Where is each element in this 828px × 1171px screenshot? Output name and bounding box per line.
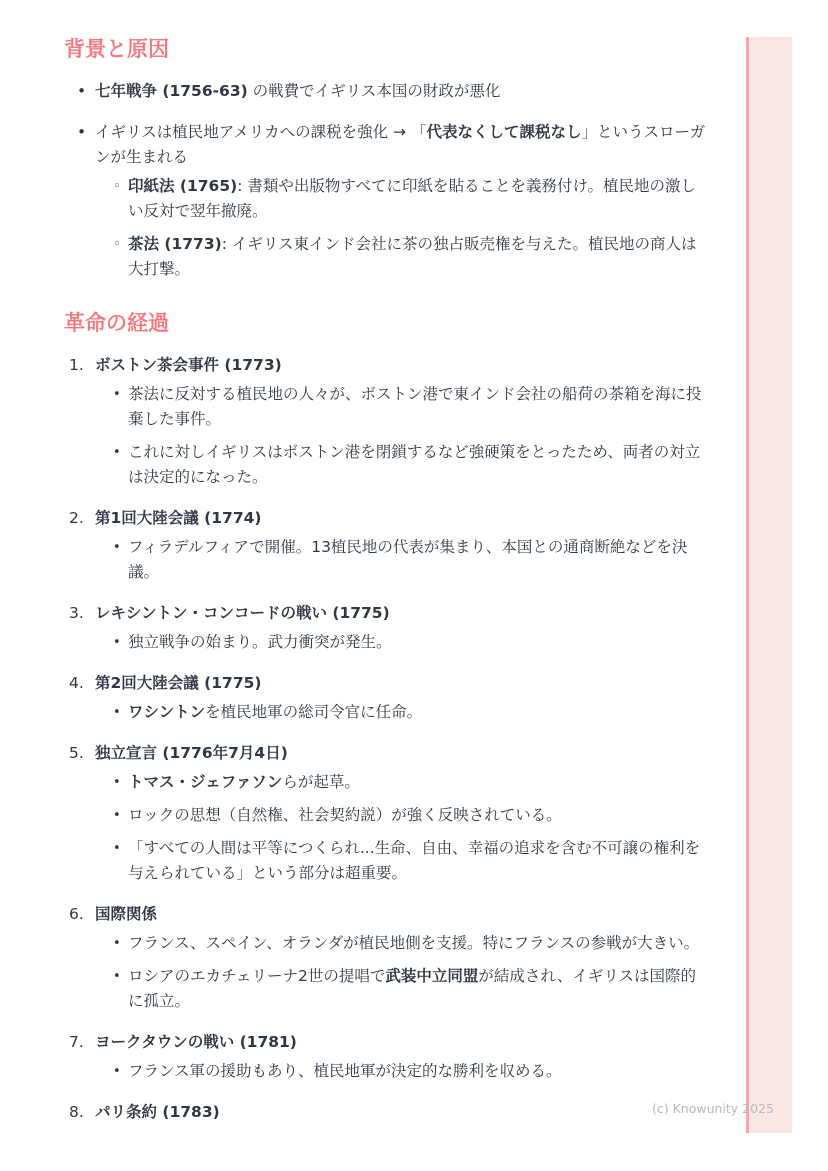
bold-text: 第2回大陸会議 (1775) — [95, 674, 262, 692]
document-content — [64, 20, 709, 1125]
bold-text: 国際関係 — [95, 905, 158, 923]
item-number: 8. — [69, 1103, 84, 1121]
text: フランス、スペイン、オランダが植民地側を支援。特にフランスの参戦が大きい。 — [128, 934, 700, 952]
text: これに対しイギリスはボストン港を閉鎖するなど強硬策をとったため、両者の対立は決定的になった。 — [128, 443, 701, 486]
text: フィラデルフィアで開催。13植民地の代表が集まり、本国との通商断絶などを決議。 — [128, 538, 688, 581]
bold-text: 第1回大陸会議 (1774) — [95, 509, 262, 527]
sub-item-text — [128, 931, 709, 956]
sub-item-text — [128, 174, 709, 224]
list-item — [64, 353, 709, 378]
item-text — [95, 1030, 709, 1055]
page-margin-stripe — [746, 37, 792, 1133]
item-text — [95, 741, 709, 766]
list-item — [64, 1100, 709, 1125]
bold-text: 代表なくして課税なし — [426, 123, 582, 141]
bold-text: レキシントン・コンコードの戦い (1775) — [95, 604, 390, 622]
sub-item-text — [128, 770, 709, 795]
item-text — [95, 601, 709, 626]
sub-bullet-icon: • — [113, 808, 121, 823]
item-text — [95, 1100, 709, 1125]
sub-item-text — [128, 803, 709, 828]
sub-list-item — [102, 440, 709, 490]
sub-list-item — [102, 1059, 709, 1084]
bold-text: パリ条約 (1783) — [95, 1103, 220, 1121]
sub-bullet-icon: ◦ — [113, 237, 121, 252]
item-text — [95, 120, 709, 170]
bold-text: ボストン茶会事件 (1773) — [95, 356, 282, 374]
list-item — [64, 741, 709, 766]
item-number: 1. — [69, 356, 84, 374]
item-number: 7. — [69, 1033, 84, 1051]
bold-text: ワシントン — [128, 703, 206, 721]
section-heading: 背景と原因 — [64, 37, 169, 61]
sub-bullet-icon: • — [113, 936, 121, 951]
item-number: 2. — [69, 509, 84, 527]
sub-item-text — [128, 964, 709, 1014]
text: : 書類や出版物すべてに印紙を貼ることを義務付け。植民地の激しい反対で翌年撤廃。 — [128, 177, 696, 220]
bold-text: ヨークタウンの戦い (1781) — [95, 1033, 297, 1051]
watermark: (c) Knowunity 2025 — [652, 1101, 774, 1116]
bold-text: 茶法 (1773) — [128, 235, 222, 253]
list-item — [64, 601, 709, 626]
text: : イギリス東インド会社に茶の独占販売権を与えた。植民地の商人は大打撃。 — [128, 235, 697, 278]
sub-bullet-icon: • — [113, 969, 121, 984]
list-item — [64, 1030, 709, 1055]
sub-item-text — [128, 535, 709, 585]
sub-list-item — [102, 630, 709, 655]
bullet-icon: • — [77, 123, 87, 141]
text: 」というスローガンが生まれる — [95, 123, 706, 166]
text: 独立戦争の始まり。武力衝突が発生。 — [128, 633, 392, 651]
bold-text: 武装中立同盟 — [385, 967, 479, 985]
text: ロックの思想（自然権、社会契約説）が強く反映されている。 — [128, 806, 562, 824]
sub-list-item — [102, 174, 709, 224]
sub-bullet-icon: • — [113, 841, 121, 856]
list-item — [64, 120, 709, 170]
item-number: 5. — [69, 744, 84, 762]
sub-list-item — [102, 836, 709, 886]
sub-list-item — [102, 803, 709, 828]
sub-item-text — [128, 630, 709, 655]
list-item — [64, 671, 709, 696]
sub-bullet-icon: • — [113, 387, 121, 402]
sub-bullet-icon: • — [113, 635, 121, 650]
list-item — [64, 506, 709, 531]
sub-list-item — [102, 232, 709, 282]
sub-bullet-icon: • — [113, 540, 121, 555]
sub-list-item — [102, 700, 709, 725]
bold-text: 印紙法 (1765) — [128, 177, 238, 195]
text: 「すべての人間は平等につくられ...生命、自由、幸福の追求を含む不可譲の権利を与えられている」という部分は超重要。 — [128, 839, 701, 882]
bold-text: トマス・ジェファソン — [128, 773, 283, 791]
item-text — [95, 79, 709, 104]
sub-list-item — [102, 964, 709, 1014]
text: イギリスは植民地アメリカへの課税を強化 → 「 — [95, 123, 427, 141]
item-number: 3. — [69, 604, 84, 622]
text: ロシアのエカチェリーナ2世の提唱で — [128, 967, 386, 985]
item-text — [95, 506, 709, 531]
text: の戦費でイギリス本国の財政が悪化 — [247, 82, 501, 100]
sub-item-text — [128, 440, 709, 490]
sub-item-text — [128, 700, 709, 725]
item-number: 4. — [69, 674, 84, 692]
bullet-icon: • — [77, 82, 87, 100]
list-item — [64, 902, 709, 927]
text: を植民地軍の総司令官に任命。 — [205, 703, 423, 721]
bold-text: 七年戦争 (1756-63) — [95, 82, 248, 100]
numbered-list — [64, 353, 709, 1125]
sub-bullet-icon: • — [113, 445, 121, 460]
item-text — [95, 671, 709, 696]
text: が結成され、イギリスは国際的に孤立。 — [128, 967, 697, 1010]
sub-bullet-icon: • — [113, 1064, 121, 1079]
section-heading: 革命の経過 — [64, 311, 169, 335]
sub-item-text — [128, 382, 709, 432]
sub-bullet-icon: ◦ — [113, 179, 121, 194]
bullet-list — [64, 79, 709, 282]
text: 茶法に反対する植民地の人々が、ボストン港で東インド会社の船荷の茶箱を海に投棄した事件。 — [128, 385, 702, 428]
sub-bullet-icon: • — [113, 705, 121, 720]
sub-item-text — [128, 1059, 709, 1084]
sub-item-text — [128, 836, 709, 886]
sub-list-item — [102, 535, 709, 585]
sub-list-item — [102, 382, 709, 432]
text: らが起草。 — [282, 773, 360, 791]
bold-text: 独立宣言 (1776年7月4日) — [95, 744, 288, 762]
sub-list-item — [102, 770, 709, 795]
sub-item-text — [128, 232, 709, 282]
item-text — [95, 353, 709, 378]
sub-bullet-icon: • — [113, 775, 121, 790]
sub-list-item — [102, 931, 709, 956]
item-number: 6. — [69, 905, 84, 923]
item-text — [95, 902, 709, 927]
list-item — [64, 79, 709, 104]
text: フランス軍の援助もあり、植民地軍が決定的な勝利を収める。 — [128, 1062, 562, 1080]
